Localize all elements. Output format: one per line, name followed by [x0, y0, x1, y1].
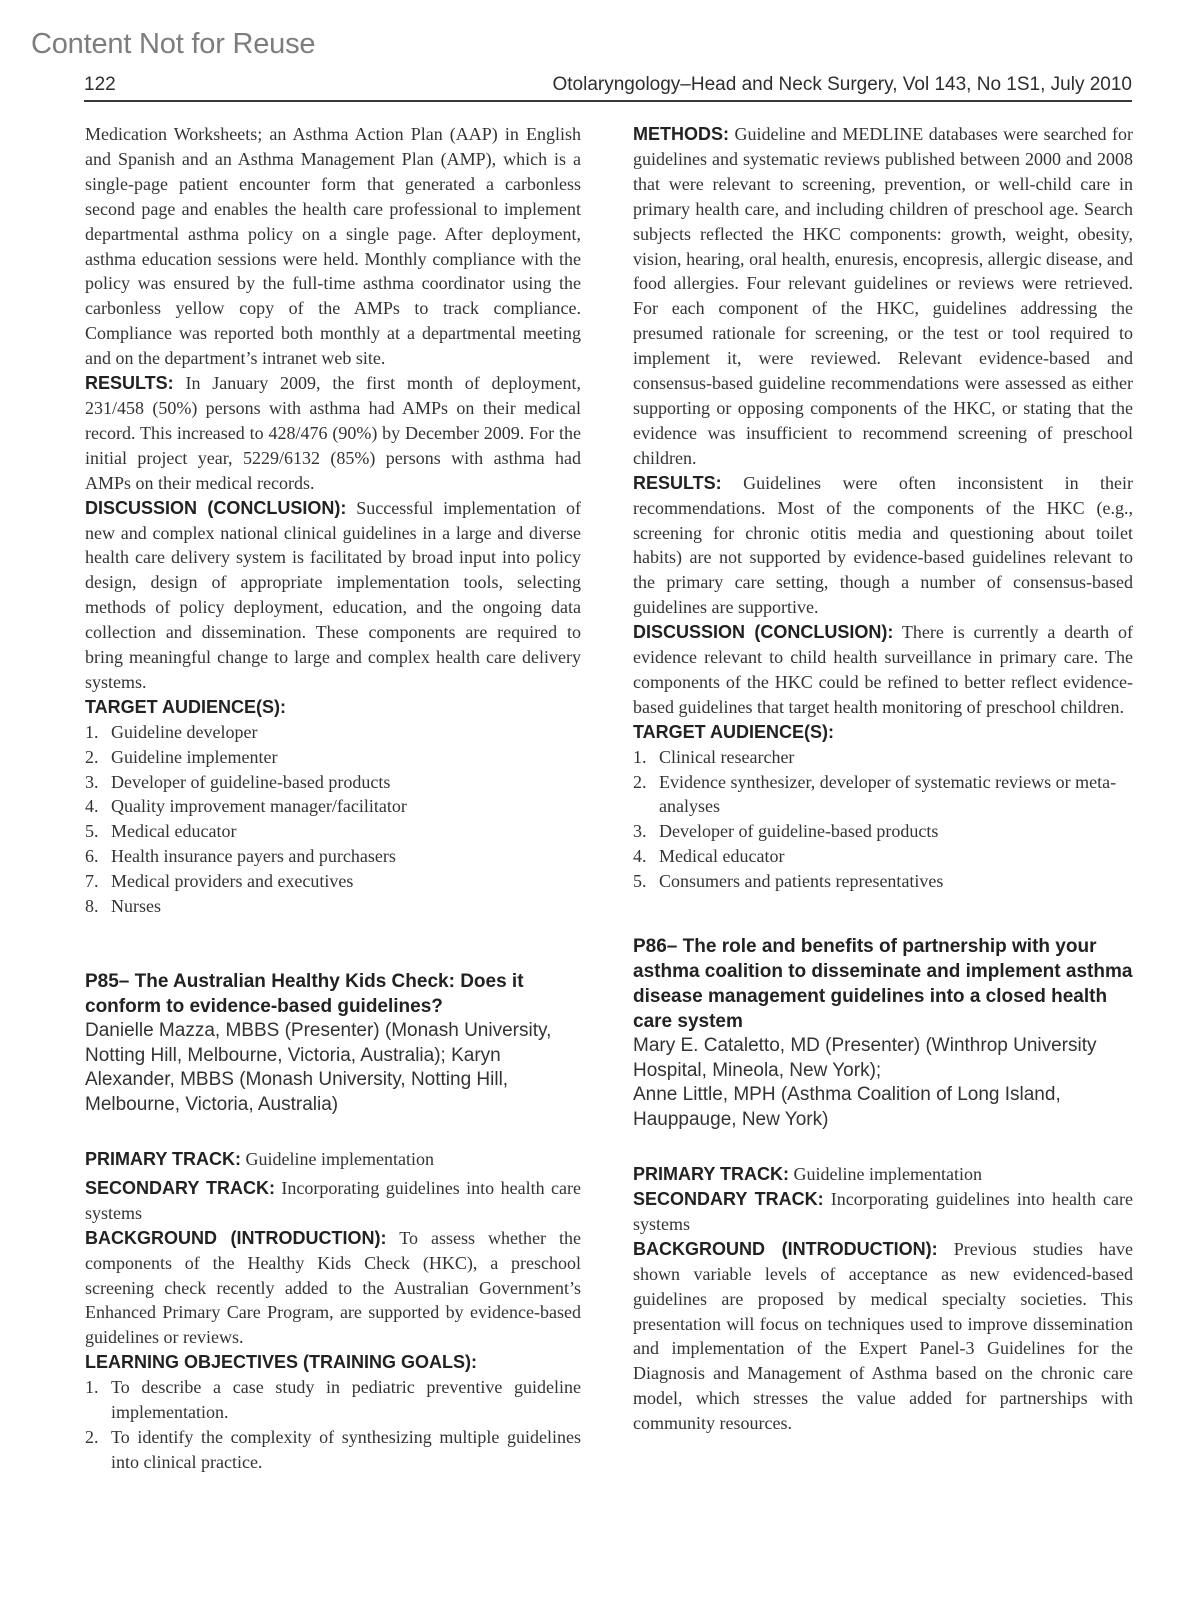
list-item: 5. Medical educator: [85, 821, 237, 842]
learning-objectives-heading: LEARNING OBJECTIVES (TRAINING GOALS):: [85, 1352, 478, 1373]
secondary-track: SECONDARY TRACK: Incorporating guidelines into health care systems: [85, 1177, 581, 1223]
list-item: 2. Evidence synthesizer, developer of systematic reviews or meta-analyses: [633, 771, 1117, 817]
primary-track: PRIMARY TRACK: Guideline implementation: [85, 1149, 434, 1169]
watermark: Content Not for Reuse: [31, 28, 316, 60]
authors-p86-line2: Anne Little, MPH (Asthma Coalition of Long Island, Hauppauge, New York): [633, 1084, 1061, 1130]
list-item: 8. Nurses: [85, 896, 161, 917]
list-item: 6. Health insurance payers and purchasers: [85, 846, 396, 867]
list-item: 3. Developer of guideline-based products: [85, 771, 391, 792]
list-item: 1. Guideline developer: [85, 721, 258, 742]
secondary-track: SECONDARY TRACK: Incorporating guidelines into health care systems: [633, 1189, 1133, 1234]
list-item: 1. To describe a case study in pediatric preventive guideline implementation.: [85, 1377, 581, 1423]
abstract-title-p85: P85– The Australian Healthy Kids Check: Does it conform to evidence-based guidelines?: [85, 971, 524, 1017]
background-section: BACKGROUND (INTRODUCTION): To assess whether the components of the Healthy Kids Check (HKC), a preschool screening check recently added to the Australian Government’s Enhanced Primary Care Program, are supported by evidence-based guidelines or reviews.: [85, 1227, 581, 1348]
authors-p86-line1: Mary E. Cataletto, MD (Presenter) (Winthrop University Hospital, Mineola, New York);: [633, 1035, 1097, 1081]
running-header: [84, 74, 1132, 102]
target-audience-heading: TARGET AUDIENCE(S):: [633, 721, 834, 742]
list-item: 4. Medical educator: [633, 846, 785, 867]
list-item: 1. Clinical researcher: [633, 746, 795, 767]
discussion-section: [85, 496, 581, 695]
discussion-text: Successful implementation of new and complex national clinical guidelines in a large and diverse health care delivery system is facilitated by broad input into policy design, design of appropriate implementation tools, selecting methods of policy deployment, education, and the ongoing data collection and dissemination. These components are required to bring meaningful change to large and complex health care delivery systems.: [85, 497, 582, 692]
abstract-title-p86: P86– The role and benefits of partnership with your asthma coalition to disseminate and implement asthma disease management guidelines into a closed health care system: [633, 936, 1133, 1033]
left-column: [85, 122, 581, 1475]
results-section: [85, 371, 581, 496]
list-item: 2. To identify the complexity of synthesizing multiple guidelines into clinical practice.: [85, 1426, 581, 1472]
target-audience-heading: TARGET AUDIENCE(S):: [85, 696, 286, 717]
list-item: 5. Consumers and patients representatives: [633, 871, 944, 892]
methods-label: METHODS:: [633, 124, 729, 144]
discussion-section: DISCUSSION (CONCLUSION): There is currently a dearth of evidence relevant to child health surveillance in primary care. The components of the HKC could be refined to better reflect evidence-based guidelines that target health monitoring of preschool children.: [633, 622, 1133, 717]
background-section: BACKGROUND (INTRODUCTION): Previous studies have shown variable levels of acceptance as new evidenced-based guidelines are proposed by medical specialty societies. This presentation will focus on techniques used to improve dissemination and implementation of the Expert Panel-3 Guidelines for the Diagnosis and Management of Asthma based on the chronic care model, which stresses the value added for partnerships with community resources.: [633, 1238, 1134, 1434]
journal-citation: Otolaryngology–Head and Neck Surgery, Vol 143, No 1S1, July 2010: [552, 74, 1132, 95]
list-item: 3. Developer of guideline-based products: [633, 821, 939, 842]
page-number: 122: [84, 74, 116, 95]
target-audience-list: [85, 720, 581, 919]
results-text: In January 2009, the first month of deployment, 231/458 (50%) persons with asthma had AMPs on their medical record. This increased to 428/476 (90%) by December 2009. For the initial project year, 5229/6132 (85%) persons with asthma had AMPs on their medical records.: [85, 373, 582, 493]
primary-track: PRIMARY TRACK: Guideline implementation: [633, 1164, 982, 1185]
methods-section: [633, 122, 1133, 471]
discussion-label: DISCUSSION (CONCLUSION):: [85, 497, 347, 518]
authors-p85: Danielle Mazza, MBBS (Presenter) (Monash University, Notting Hill, Melbourne, Victoria, Australia); Karyn Alexander, MBBS (Monash University, Notting Hill, Melbourne, Victoria, Australia): [85, 1020, 552, 1115]
methods-text: Guideline and MEDLINE databases were searched for guidelines and systematic reviews published between 2000 and 2008 that were relevant to screening, prevention, or well-child care in primary health care, and including children of preschool age. Search subjects reflected the HKC components: growth, weight, obesity, vision, hearing, oral health, enuresis, encopresis, allergic disease, and food allergies. Four relevant guidelines or reviews were retrieved. For each component of the HKC, guidelines addressing the presumed rationale for screening, or the test or tool required to implement it, were reviewed. Relevant evidence-based and consensus-based guideline recommendations were assessed as either supporting or opposing components of the HKC, or stating that the evidence was insufficient to recommend screening of preschool children.: [633, 124, 1133, 468]
continued-paragraph: Medication Worksheets; an Asthma Action Plan (AAP) in English and Spanish and an Asthma Management Plan (AMP), which is a single-page patient encounter form that generated a carbonless second page and enables the health care professional to implement departmental asthma policy on a single page. After deployment, asthma education sessions were held. Monthly compliance with the policy was ensured by the full-time asthma coordinator using the carbonless yellow copy of the AMPs to track compliance. Compliance was reported both monthly at a departmental meeting and on the department’s intranet web site.: [85, 124, 581, 369]
right-column: [633, 122, 1133, 1436]
results-label: RESULTS:: [85, 373, 174, 394]
list-item: 2. Guideline implementer: [85, 746, 278, 767]
target-audience-list: [633, 745, 1133, 894]
list-item: 4. Quality improvement manager/facilitator: [85, 796, 407, 817]
list-item: 7. Medical providers and executives: [85, 871, 354, 892]
learning-objectives-list: [85, 1375, 581, 1475]
results-section: RESULTS: Guidelines were often inconsistent in their recommendations. Most of the components of the HKC (e.g., screening for chronic otitis media and questioning about toilet habits) are not supported by evidence-based guidelines relevant to the primary care setting, though a number of consensus-based guidelines are supportive.: [633, 472, 1134, 618]
